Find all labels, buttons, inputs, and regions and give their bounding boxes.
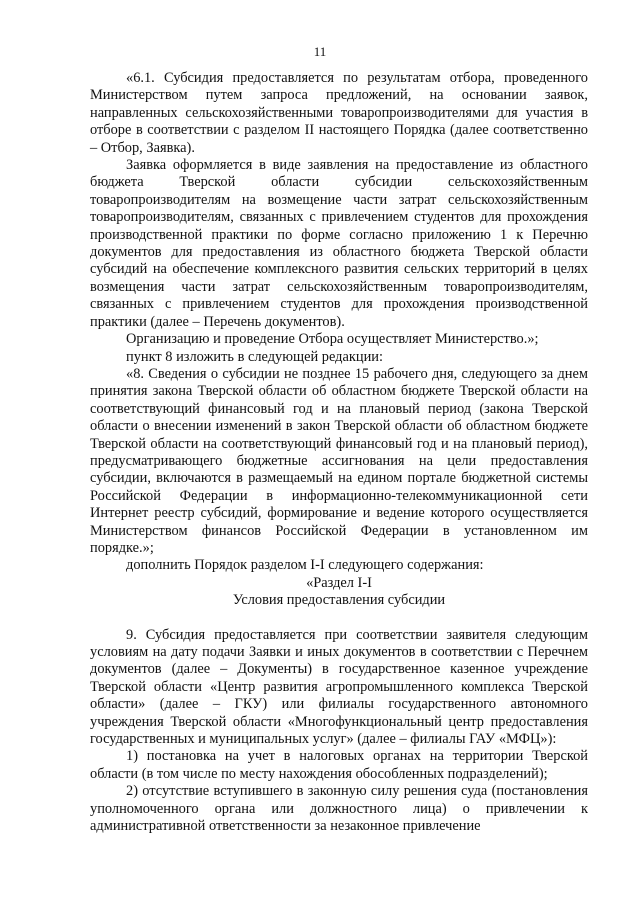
- paragraph-condition-2: 2) отсутствие вступившего в законную силу решения суда (постановления уполномоченного органа или должностного лица) о привлечении к административной ответственности за незаконное привлечение: [90, 783, 588, 835]
- paragraph-condition-1: 1) постановка на учет в налоговых органах на территории Тверской области (в том числе по месту нахождения обособленных подразделений);: [90, 748, 588, 782]
- page-number: 11: [313, 44, 327, 59]
- document-body: [90, 70, 588, 835]
- section-title: Условия предоставления субсидии: [232, 592, 446, 609]
- paragraph-item-9: 9. Субсидия предоставляется при соответствии заявителя следующим условиям на дату подачи Заявки и иных документов в соответствии с Перечнем документов (далее – Документы) в государственное казенное учреждение Тверской области «Центр развития агропромышленного комплекса Тверской области» (далее – ГКУ) или филиалы государственного автономного учреждения Тверской области «Многофункциональный центр предоставления государственных и муниципальных услуг» (далее – филиалы ГАУ «МФЦ»):: [90, 626, 588, 748]
- paragraph-application-form: Заявка оформляется в виде заявления на предоставление из областного бюджета Тверской области субсидии сельскохозяйственным товаропроизводителям на возмещение части затрат сельскохозяйственным товаропроизводителям, связанных с привлечением студентов для прохождения производственной практики по форме согласно приложению 1 к Перечню документов для предоставления из областного бюджета Тверской области субсидий на обеспечение комплексного развития сельских территорий в целях возмещения части затрат сельскохозяйственным товаропроизводителям, связанных с привлечением студентов для прохождения производственной практики (далее – Перечень документов).: [90, 157, 588, 330]
- section-heading: «Раздел I-I: [306, 574, 372, 591]
- spacer: [90, 610, 588, 627]
- paragraph-item-8-intro: пункт 8 изложить в следующей редакции:: [126, 348, 383, 365]
- paragraph-selection-organization: Организацию и проведение Отбора осуществляет Министерство.»;: [126, 331, 539, 348]
- paragraph-item-8: «8. Сведения о субсидии не позднее 15 рабочего дня, следующего за днем принятия закона Тверской области об областном бюджете Тверской области на соответствующий финансовый год и на плановый период (закона Тверской области о внесении изменений в закон Тверской области об областном бюджете Тверской области на соответствующий финансовый год и на плановый период), предусматривающего бюджетные ассигнования на цели предоставления субсидии, включаются в размещаемый на едином портале бюджетной системы Российской Федерации в информационно-телекоммуникационной сети Интернет реестр субсидий, формирование и ведение которого осуществляется Министерством финансов Российской Федерации в установленном им порядке.»;: [90, 365, 588, 556]
- paragraph-section-intro: дополнить Порядок разделом I-I следующего содержания:: [126, 557, 484, 574]
- paragraph-6-1: «6.1. Субсидия предоставляется по результатам отбора, проведенного Министерством путем запроса предложений, на основании заявок, направленных сельскохозяйственными товаропроизводителями для участия в отборе в соответствии с разделом II настоящего Порядка (далее соответственно – Отбор, Заявка).: [90, 70, 588, 156]
